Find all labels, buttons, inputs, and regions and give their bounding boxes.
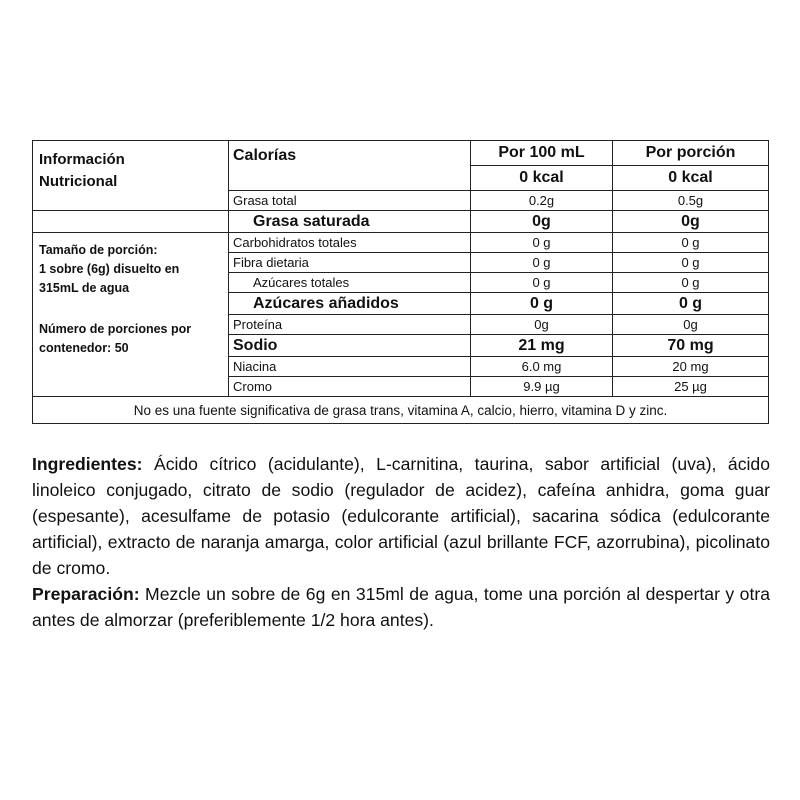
- row-per100: 0g: [471, 211, 613, 233]
- serving-size-line1: Tamaño de porción:: [39, 243, 158, 257]
- servings-per-container-line2: contenedor: 50: [39, 341, 129, 355]
- table-row: [33, 397, 769, 424]
- row-per100: 0.2g: [471, 191, 613, 211]
- nutrition-title-cell: [33, 141, 229, 211]
- nutrition-table: [32, 140, 769, 424]
- row-label: Grasa saturada: [229, 211, 471, 233]
- row-label: Azúcares añadidos: [229, 293, 471, 315]
- column-header-per100: Por 100 mL: [471, 141, 613, 166]
- description-block: [32, 451, 770, 633]
- row-perportion: 0 g: [613, 293, 769, 315]
- row-per100: 0g: [471, 315, 613, 335]
- row-perportion: 0g: [613, 315, 769, 335]
- preparation-paragraph: [32, 581, 770, 633]
- calories-perportion: 0 kcal: [613, 166, 769, 191]
- ingredients-paragraph: [32, 451, 770, 581]
- row-perportion: 0 g: [613, 233, 769, 253]
- row-perportion: 20 mg: [613, 357, 769, 377]
- row-per100: 21 mg: [471, 335, 613, 357]
- spacer-cell: [33, 211, 229, 233]
- servings-per-container-line1: Número de porciones por: [39, 322, 192, 336]
- row-label: Cromo: [229, 377, 471, 397]
- serving-size-line3: 315mL de agua: [39, 281, 130, 295]
- table-row: [33, 233, 769, 253]
- nutrition-facts-table: [32, 140, 768, 424]
- row-perportion: 0.5g: [613, 191, 769, 211]
- column-header-perportion: Por porción: [613, 141, 769, 166]
- row-label: Sodio: [229, 335, 471, 357]
- row-perportion: 0 g: [613, 253, 769, 273]
- calories-label: Calorías: [229, 141, 471, 191]
- row-per100: 0 g: [471, 273, 613, 293]
- row-label: Fibra dietaria: [229, 253, 471, 273]
- row-perportion: 0g: [613, 211, 769, 233]
- calories-per100: 0 kcal: [471, 166, 613, 191]
- preparation-text: Mezcle un sobre de 6g en 315ml de agua, tome una porción al despertar y otra antes de almorzar (preferiblemente 1/2 hora antes).: [32, 584, 770, 630]
- table-row: [33, 141, 769, 166]
- ingredients-text: Ácido cítrico (acidulante), L-carnitina, taurina, sabor artificial (uva), ácido linoleico conjugado, citrato de sodio (regulador de acidez), cafeína anhidra, goma guar (espesante), acesulfame de potasio (edulcorante artificial), sacarina sódica (edulcorante artificial), extracto de naranja amarga, color artificial (azul brillante FCF, azorrubina), picolinato de cromo.: [32, 454, 770, 578]
- row-per100: 9.9 µg: [471, 377, 613, 397]
- row-perportion: 0 g: [613, 273, 769, 293]
- row-per100: 0 g: [471, 233, 613, 253]
- row-perportion: 70 mg: [613, 335, 769, 357]
- row-per100: 0 g: [471, 253, 613, 273]
- row-label: Grasa total: [229, 191, 471, 211]
- preparation-label: Preparación:: [32, 584, 140, 604]
- row-perportion: 25 µg: [613, 377, 769, 397]
- table-row: [33, 211, 769, 233]
- ingredients-label: Ingredientes:: [32, 454, 143, 474]
- row-label: Proteína: [229, 315, 471, 335]
- row-per100: 0 g: [471, 293, 613, 315]
- row-per100: 6.0 mg: [471, 357, 613, 377]
- serving-size-line2: 1 sobre (6g) disuelto en: [39, 262, 180, 276]
- nutrition-title-line1: Información: [39, 151, 125, 168]
- serving-info-cell: [33, 233, 229, 397]
- row-label: Azúcares totales: [229, 273, 471, 293]
- nutrition-title-line2: Nutricional: [39, 173, 118, 190]
- row-label: Niacina: [229, 357, 471, 377]
- footnote: No es una fuente significativa de grasa trans, vitamina A, calcio, hierro, vitamina D y zinc.: [33, 397, 769, 424]
- row-label: Carbohidratos totales: [229, 233, 471, 253]
